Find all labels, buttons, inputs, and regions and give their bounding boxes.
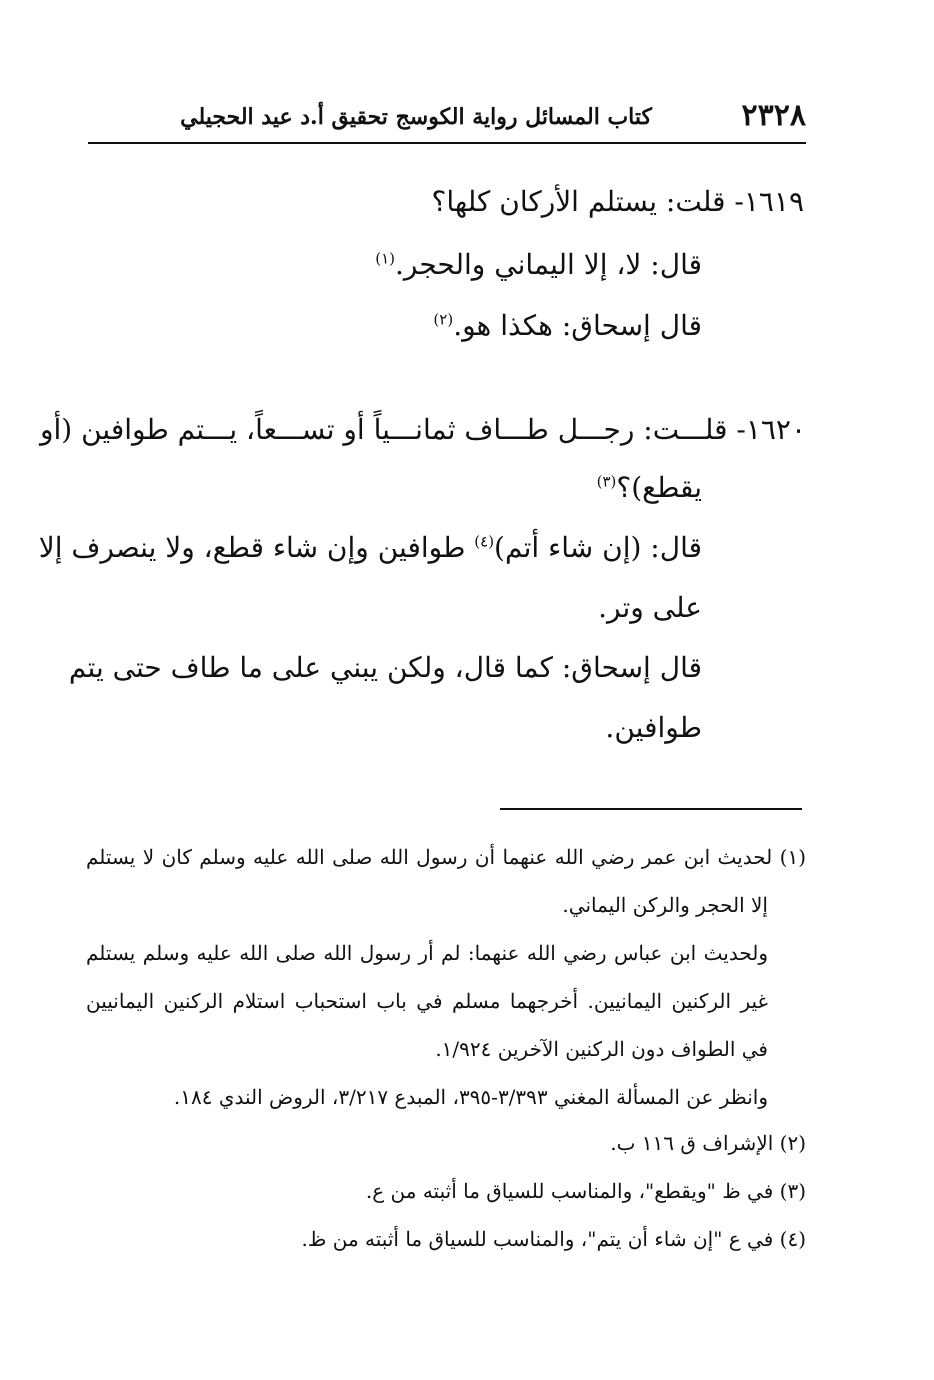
footnote-ref-2: (٢) [433, 310, 454, 329]
issue-1620-ishaq-line-1 [68, 648, 702, 688]
issue-1620-ishaq-line-2 [605, 708, 702, 748]
footnote-3: (٣) في ظ "ويقطع"، والمناسب للسياق ما أثبته من ع. [365, 1179, 806, 1203]
header-rule [88, 142, 806, 144]
issue-1619-answer-line [375, 245, 702, 285]
issue-1619-question-line [431, 182, 804, 222]
issue-1620-question-part1: قلـــت: رجـــل طـــاف ثمانـــياً أو تســـعاً، يـــتم طوافين (أو [39, 413, 728, 446]
footnote-1-line-6: وانظر عن المسألة المغني ٣/٣٩٣-٣٩٥، المبدع ٣/٢١٧، الروض الندي ١٨٤. [173, 1085, 768, 1109]
issue-1620-answer-part1: قال: (إن شاء أتم) [494, 531, 702, 564]
page-number: ٢٣٢٨ [741, 98, 806, 133]
footnote-1-line-5: في الطواف دون الركنين الآخرين ١/٩٢٤. [435, 1037, 768, 1061]
issue-1620-question-part2: يقطع)؟ [616, 471, 702, 504]
footnote-1-line-1: (١) لحديث ابن عمر رضي الله عنهما أن رسول الله صلى الله عليه وسلم كان لا يستلم [86, 845, 806, 869]
footnote-1-line-3: ولحديث ابن عباس رضي الله عنهما: لم أر رسول الله صلى الله عليه وسلم يستلم [86, 941, 768, 965]
footnote-ref-1: (١) [375, 249, 395, 268]
running-title: كتاب المسائل رواية الكوسج تحقيق أ.د عيد الحجيلي [180, 104, 652, 130]
footnote-rule [500, 808, 802, 810]
issue-1620-answer-line-1 [38, 528, 702, 568]
footnote-ref-3: (٣) [596, 472, 617, 491]
issue-1620-ishaq-part2: طوافين. [605, 711, 702, 744]
issue-1619-ishaq: قال إسحاق: هكذا هو. [453, 309, 702, 342]
issue-1619-answer: قال: لا، إلا اليماني والحجر. [395, 248, 702, 281]
footnote-1-line-4: غير الركنين اليمانيين. أخرجهما مسلم في باب استحباب استلام الركنين اليمانيين [86, 989, 768, 1013]
issue-1620-answer-end: على وتر. [598, 591, 702, 624]
issue-1619-number: ١٦١٩- [734, 185, 804, 218]
footnote-ref-4: (٤) [474, 532, 495, 551]
issue-1619-ishaq-line [433, 306, 702, 346]
issue-1620-question-line-2 [597, 468, 702, 508]
issue-1620-answer-part2: طوافين وإن شاء قطع، ولا ينصرف إلا [38, 531, 475, 564]
footnote-4: (٤) في ع "إن شاء أن يتم"، والمناسب للسياق ما أثبته من ظ. [301, 1227, 806, 1251]
issue-1620-question-line-1 [39, 410, 806, 450]
issue-1620-number: ١٦٢٠- [736, 413, 806, 446]
issue-1620-ishaq-part1: قال إسحاق: كما قال، ولكن يبني على ما طاف حتى يتم [68, 651, 702, 684]
issue-1619-question: قلت: يستلم الأركان كلها؟ [431, 185, 726, 218]
footnote-1-line-2: إلا الحجر والركن اليماني. [562, 893, 768, 917]
footnote-2: (٢) الإشراف ق ١١٦ ب. [610, 1131, 806, 1155]
issue-1620-answer-line-2 [598, 588, 702, 628]
